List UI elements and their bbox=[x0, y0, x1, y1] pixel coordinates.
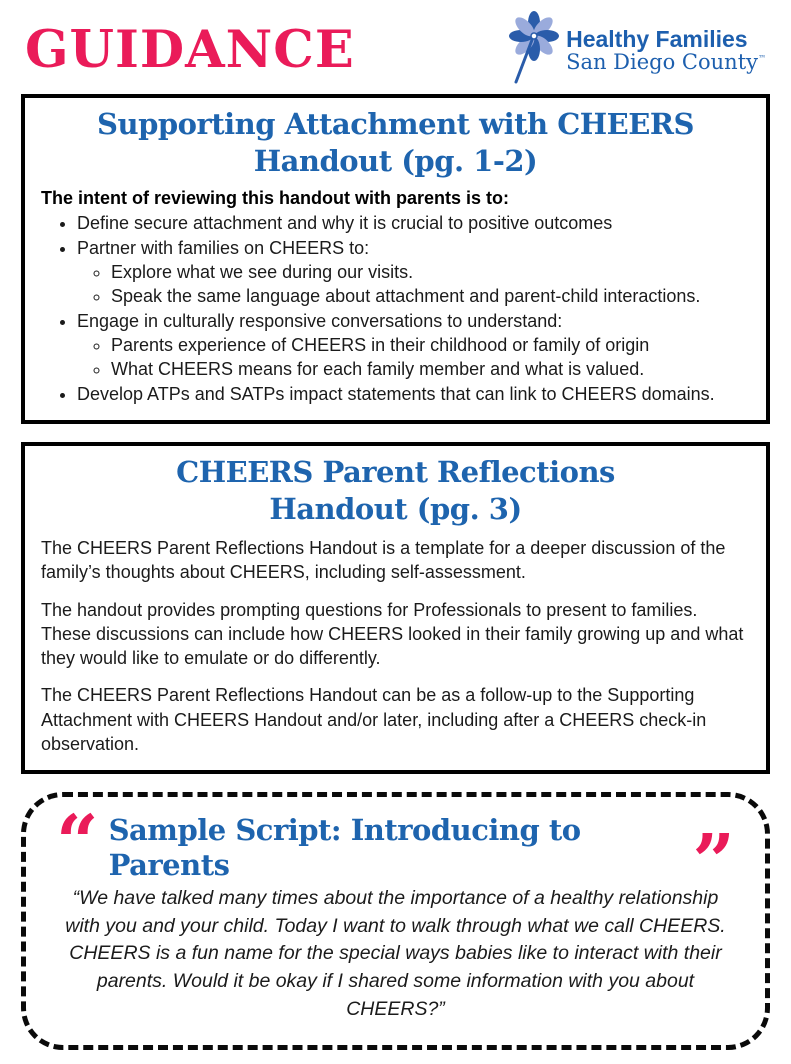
title-line-1: Supporting Attachment with CHEERS bbox=[97, 107, 694, 141]
supporting-attachment-title bbox=[41, 106, 750, 180]
sub-bullet-item: ◦ Speak the same language about attachment and parent-child interactions. bbox=[111, 285, 750, 309]
parent-reflections-title bbox=[41, 454, 750, 528]
reflections-paragraph: The handout provides prompting questions for Professionals to present to families. These discussions can include how CHEERS looked in their family growing up and what they would like to emulate or do differently. bbox=[41, 599, 744, 669]
sample-script-box bbox=[21, 792, 770, 1050]
trademark-mark: ™ bbox=[758, 54, 766, 64]
logo-region: San Diego County™ bbox=[566, 50, 766, 75]
parent-reflections-box bbox=[21, 442, 770, 775]
reflections-paragraph: The CHEERS Parent Reflections Handout is a template for a deeper discussion of the family’s thoughts about CHEERS, including self-assessment. bbox=[41, 537, 726, 583]
sub-bullet-list bbox=[77, 334, 750, 382]
title-line-1: CHEERS Parent Reflections bbox=[176, 454, 615, 489]
sample-script-title: Sample Script: Introducing to Parents bbox=[108, 813, 581, 883]
page-title: GUIDANCE bbox=[25, 19, 355, 80]
sub-bullet-list bbox=[77, 261, 750, 309]
open-quote-icon: “ bbox=[56, 800, 99, 887]
bullet-item: • Engage in culturally responsive conversations to understand: ◦ Parents experience of CHEERS in their childhood or family of origin ◦ What CHEERS means for each family member and what is valued. bbox=[77, 310, 750, 382]
reflections-paragraph: The CHEERS Parent Reflections Handout can be as a follow-up to the Supporting Attachment with CHEERS Handout and/or later, including after a CHEERS check-in observation. bbox=[41, 685, 707, 755]
healthy-families-logo bbox=[504, 10, 766, 91]
close-quote-icon: ” bbox=[692, 819, 735, 906]
sub-bullet-item: ◦ What CHEERS means for each family member and what is valued. bbox=[111, 358, 750, 382]
intent-intro: The intent of reviewing this handout with parents is to: bbox=[41, 188, 510, 209]
logo-text bbox=[566, 27, 766, 73]
bullet-item: • Partner with families on CHEERS to: ◦ Explore what we see during our visits. ◦ Speak the same language about attachment and parent-child interactions. bbox=[77, 237, 750, 309]
logo-name: Healthy Families bbox=[566, 25, 748, 52]
bullet-item: • Define secure attachment and why it is crucial to positive outcomes bbox=[77, 212, 750, 236]
bullet-item: • Develop ATPs and SATPs impact statements that can link to CHEERS domains. bbox=[77, 383, 750, 407]
sample-script-text: “We have talked many times about the importance of a healthy relationship with you and your child. Today I want to walk through what we call CHEERS. CHEERS is a fun name for the special ways babies like to interact with their parents. Would it be okay if I shared some information with you about CHEERS?” bbox=[65, 886, 726, 1020]
sub-bullet-item: ◦ Explore what we see during our visits. bbox=[111, 261, 750, 285]
sub-bullet-item: ◦ Parents experience of CHEERS in their childhood or family of origin bbox=[111, 334, 750, 358]
supporting-attachment-box bbox=[21, 94, 770, 424]
title-line-2: Handout (pg. 3) bbox=[269, 491, 522, 526]
pinwheel-icon bbox=[504, 10, 562, 91]
sample-script-heading bbox=[56, 800, 735, 906]
title-line-2: Handout (pg. 1-2) bbox=[253, 144, 538, 179]
intent-bullet-list bbox=[41, 212, 750, 407]
page-header bbox=[21, 10, 770, 94]
